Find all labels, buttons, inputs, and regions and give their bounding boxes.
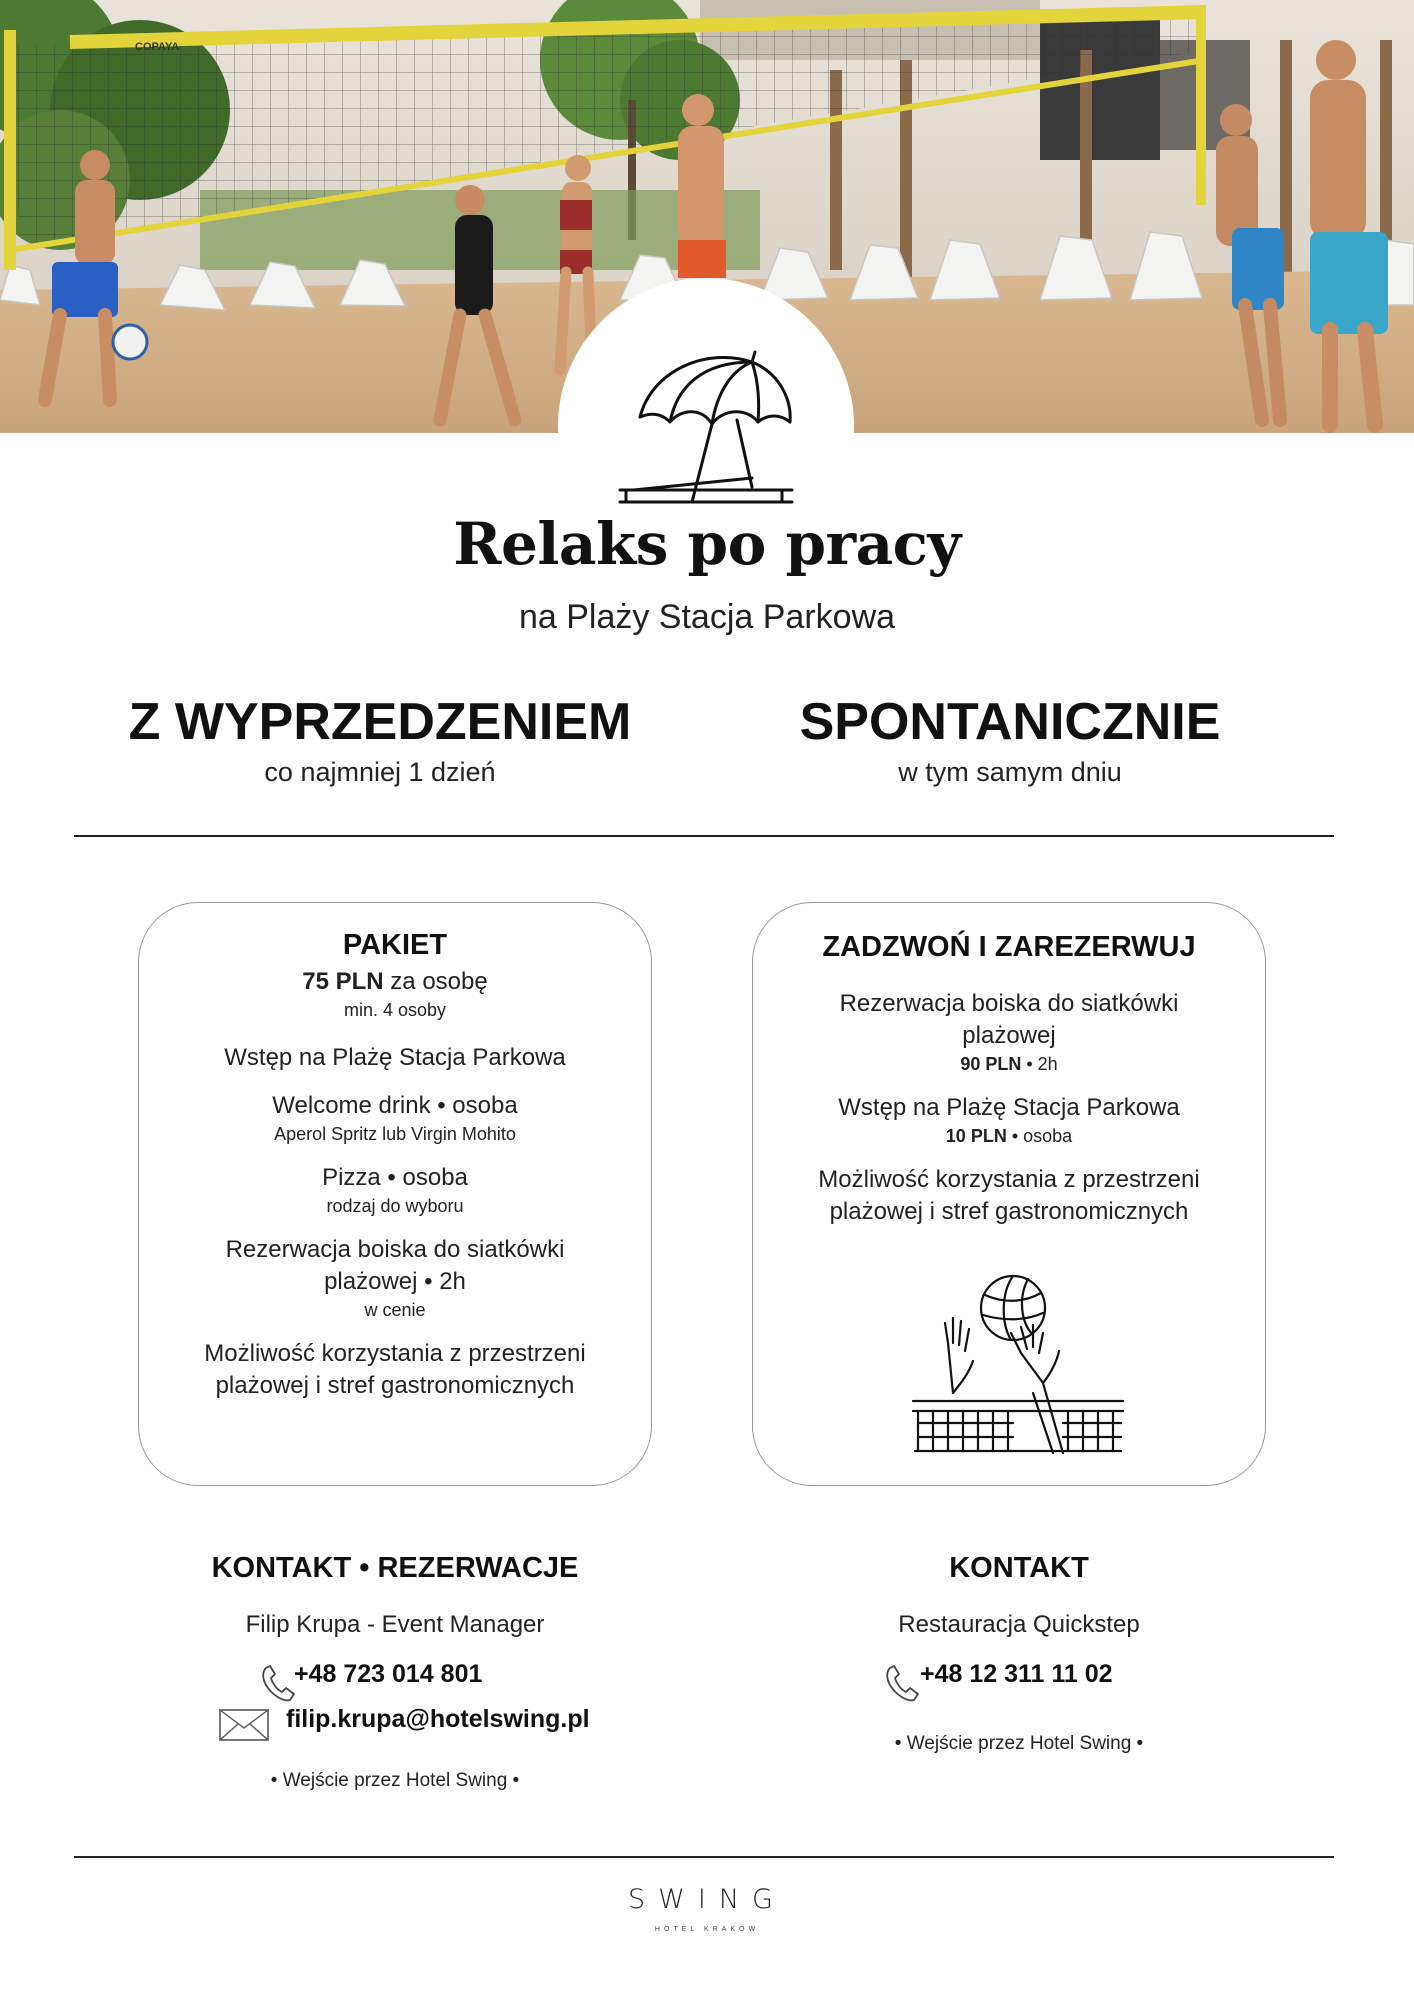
contact-left-note: • Wejście przez Hotel Swing • — [270, 1770, 520, 1791]
package-item-entry: Wstęp na Plażę Stacja Parkowa — [224, 1044, 566, 1071]
page-title: Relaks po pracy — [453, 510, 961, 578]
call-item-court-line2: plażowej — [962, 1022, 1056, 1049]
call-item-court-unit: • 2h — [1021, 1054, 1058, 1074]
subheading-in-advance: co najmniej 1 dzień — [264, 757, 496, 787]
call-card — [752, 902, 1266, 1486]
call-item-space-line2: plażowej i stref gastronomicznych — [829, 1198, 1189, 1225]
envelope-icon — [218, 1708, 270, 1742]
contact-restaurant — [762, 1552, 1276, 1639]
call-card-title: ZADZWOŃ I ZAREZERWUJ — [822, 931, 1196, 963]
package-card — [138, 902, 652, 1486]
package-item-court-note: w cenie — [364, 1300, 426, 1320]
contact-reservations — [138, 1552, 652, 1639]
contact-restaurant-title: KONTAKT — [949, 1552, 1089, 1584]
heading-spontaneous: SPONTANICZNIE — [799, 693, 1221, 751]
package-price-unit: za osobę — [383, 968, 488, 995]
beach-umbrella-icon — [612, 342, 802, 512]
contact-right-note: • Wejście przez Hotel Swing • — [894, 1733, 1144, 1754]
call-item-court-line1: Rezerwacja boiska do siatkówki — [839, 990, 1179, 1017]
heading-in-advance: Z WYPRZEDZENIEM — [128, 693, 632, 751]
contact-restaurant-phone-link[interactable]: +48 12 311 11 02 — [920, 1660, 1113, 1688]
volleyball-icon — [893, 1273, 1133, 1463]
contact-place: Restauracja Quickstep — [898, 1611, 1140, 1638]
net-brand-text: COPAYA — [135, 41, 180, 53]
call-item-entry-unit: • osoba — [1006, 1126, 1073, 1146]
package-min-people: min. 4 osoby — [343, 1000, 447, 1020]
contact-email-link[interactable]: filip.krupa@hotelswing.pl — [286, 1705, 590, 1733]
call-item-space-line1: Możliwość korzystania z przestrzeni — [818, 1166, 1200, 1193]
hotel-logo-sub: HOTEL KRAKÓW — [654, 1926, 760, 1933]
hotel-logo: SWING — [628, 1884, 786, 1915]
page-subtitle: na Plaży Stacja Parkowa — [518, 598, 896, 636]
divider-bottom — [74, 1856, 1334, 1858]
contact-person: Filip Krupa - Event Manager — [245, 1611, 545, 1638]
package-item-pizza-note: rodzaj do wyboru — [326, 1196, 464, 1216]
contact-reservations-title: KONTAKT • REZERWACJE — [211, 1552, 579, 1584]
package-item-drink: Welcome drink • osoba — [272, 1092, 518, 1119]
package-item-space-line1: Możliwość korzystania z przestrzeni — [204, 1340, 586, 1367]
package-item-court-line1: Rezerwacja boiska do siatkówki — [225, 1236, 565, 1263]
subheading-spontaneous: w tym samym dniu — [898, 757, 1122, 787]
divider-top — [74, 835, 1334, 837]
package-price: 75 PLN — [302, 968, 384, 995]
package-item-pizza: Pizza • osoba — [322, 1164, 468, 1191]
contact-phone-link[interactable]: +48 723 014 801 — [294, 1660, 483, 1688]
package-card-title: PAKIET — [342, 929, 448, 961]
package-item-space-line2: plażowej i stref gastronomicznych — [215, 1372, 575, 1399]
package-item-drink-note: Aperol Spritz lub Virgin Mohito — [274, 1124, 516, 1144]
call-item-court-price: 90 PLN — [960, 1054, 1022, 1074]
call-item-entry-price: 10 PLN — [945, 1126, 1007, 1146]
package-item-court-line2: plażowej • 2h — [324, 1268, 466, 1295]
call-item-entry: Wstęp na Plażę Stacja Parkowa — [838, 1094, 1180, 1121]
